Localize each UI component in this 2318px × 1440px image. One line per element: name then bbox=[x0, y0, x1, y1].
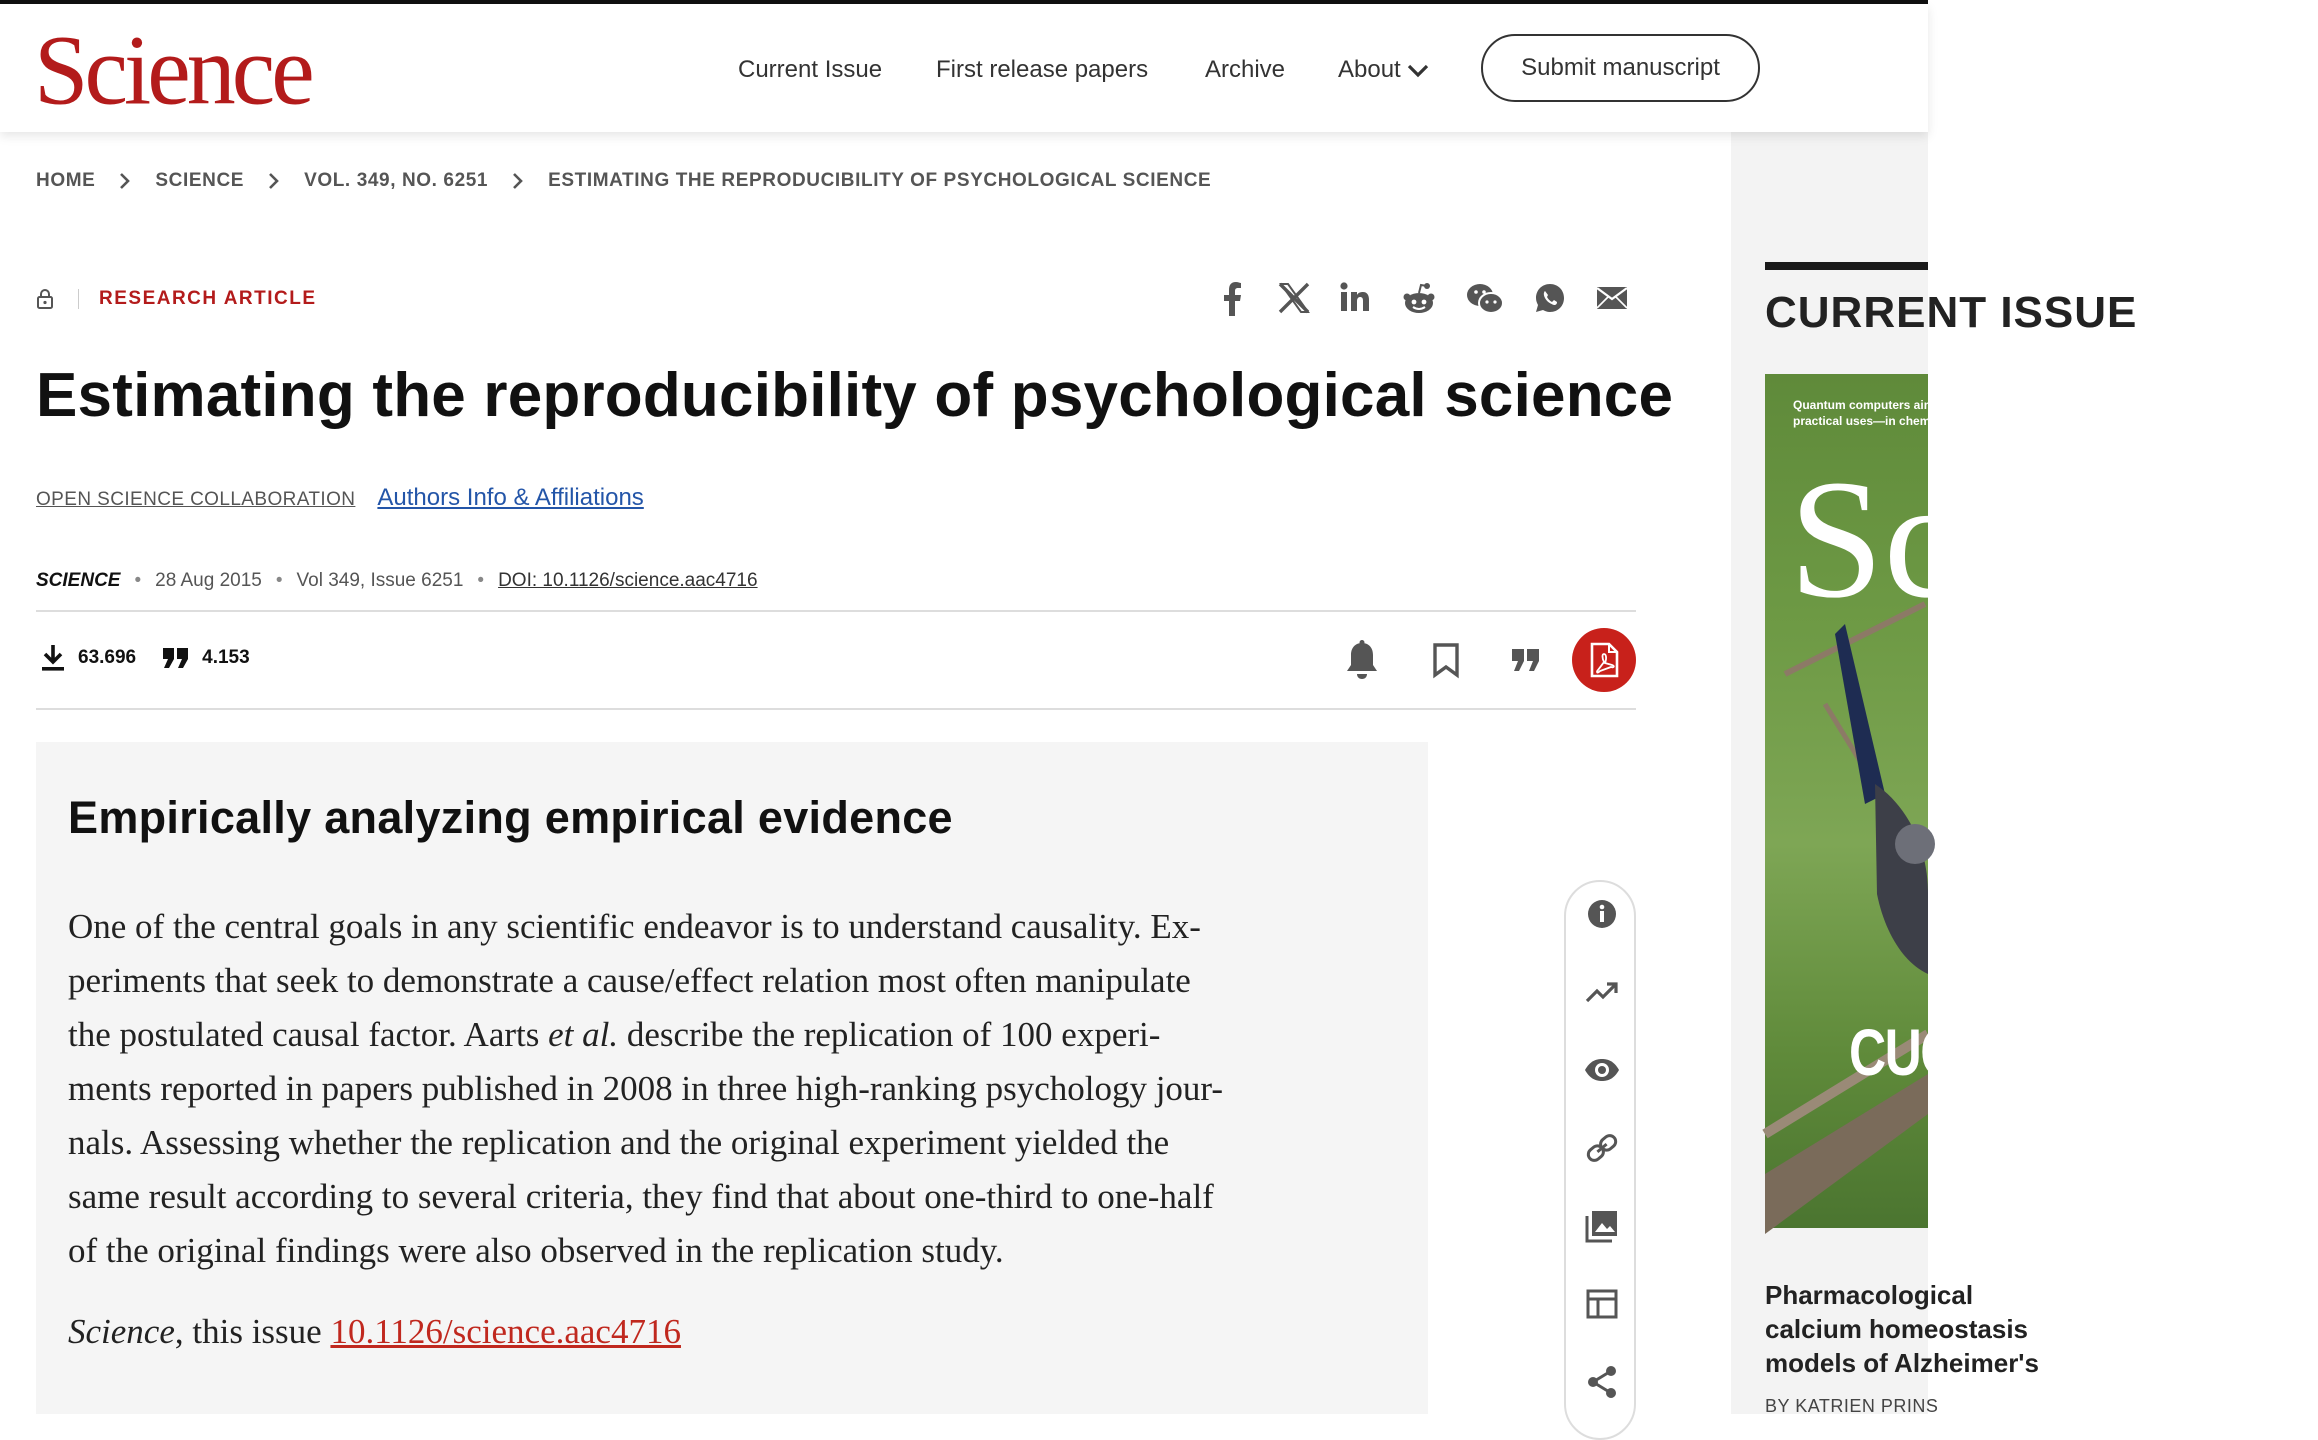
trending-up-icon bbox=[1585, 981, 1619, 1003]
summary-line: of the original findings were also observed in the replication study. bbox=[68, 1231, 1004, 1270]
authors-info-link[interactable]: Authors Info & Affiliations bbox=[377, 484, 644, 511]
tables-button[interactable] bbox=[1586, 1288, 1618, 1320]
bookmark-button[interactable] bbox=[1424, 628, 1468, 692]
figures-button[interactable] bbox=[1586, 1210, 1618, 1242]
issue-cover-image[interactable] bbox=[1765, 374, 2318, 1228]
nav-archive[interactable]: Archive bbox=[1205, 56, 1286, 83]
authors-row bbox=[36, 484, 644, 512]
facebook-icon[interactable] bbox=[1222, 282, 1242, 321]
info-button[interactable] bbox=[1586, 898, 1618, 930]
chevron-right-icon bbox=[268, 172, 280, 190]
email-icon[interactable] bbox=[1596, 286, 1628, 315]
breadcrumb-volume[interactable]: VOL. 349, NO. 6251 bbox=[304, 170, 489, 191]
site-header bbox=[0, 4, 1928, 132]
metrics-button[interactable] bbox=[1586, 976, 1618, 1008]
summary-body bbox=[68, 900, 1428, 1278]
share-button[interactable] bbox=[1586, 1366, 1618, 1398]
featured-article-byline: BY KATRIEN PRINS bbox=[1765, 1396, 1939, 1416]
breadcrumb-current: ESTIMATING THE REPRODUCIBILITY OF PSYCHOLOGICAL SCIENCE bbox=[548, 170, 1212, 191]
eye-icon bbox=[1584, 1058, 1620, 1082]
actions-divider bbox=[36, 708, 1636, 710]
summary-line: the postulated causal factor. Aarts et al. describe the replication of 100 experi- bbox=[68, 1015, 1161, 1054]
pdf-button[interactable] bbox=[1572, 628, 1636, 692]
publication-date: 28 Aug 2015 bbox=[155, 570, 262, 591]
pdf-icon bbox=[1589, 643, 1619, 677]
summary-line: same result according to several criteria, they find that about one-third to one-half bbox=[68, 1177, 1214, 1216]
author-name[interactable]: OPEN SCIENCE COLLABORATION bbox=[36, 489, 356, 510]
summary-citation bbox=[68, 1312, 681, 1352]
submit-manuscript-button[interactable]: Submit manuscript bbox=[1481, 34, 1760, 102]
lock-icon bbox=[36, 288, 54, 310]
downloads-metric bbox=[40, 644, 136, 672]
alert-button[interactable] bbox=[1340, 628, 1384, 692]
article-type-label: RESEARCH ARTICLE bbox=[99, 288, 317, 309]
downloads-count: 63.696 bbox=[78, 647, 137, 668]
article-type-row bbox=[36, 288, 317, 310]
cover-title: Science bbox=[1789, 445, 2318, 633]
cover-tagline: Quantum computers aim for practical uses—in chemistry bbox=[1793, 398, 1956, 428]
featured-article-line: calcium homeostasis bbox=[1765, 1314, 2028, 1344]
x-icon[interactable] bbox=[1278, 282, 1310, 319]
bird-illustration bbox=[1765, 374, 1928, 1228]
summary-line: ments reported in papers published in 2008 in three high-ranking psychology jour- bbox=[68, 1069, 1224, 1108]
quote-icon bbox=[1511, 648, 1541, 672]
link-button[interactable] bbox=[1586, 1132, 1618, 1164]
wechat-icon[interactable] bbox=[1466, 282, 1504, 321]
link-icon bbox=[1585, 1135, 1619, 1161]
nav-first-release-papers[interactable]: First release papers bbox=[936, 56, 1149, 83]
breadcrumb-home[interactable]: HOME bbox=[36, 170, 96, 191]
cite-journal: Science bbox=[68, 1312, 175, 1351]
chevron-right-icon bbox=[512, 172, 524, 190]
table-icon bbox=[1586, 1289, 1618, 1319]
bookmark-icon bbox=[1432, 643, 1460, 677]
volume-issue: Vol 349, Issue 6251 bbox=[296, 570, 464, 591]
nav-about[interactable]: About bbox=[1338, 56, 1429, 84]
science-logo[interactable]: Science bbox=[34, 15, 311, 127]
article-meta bbox=[36, 570, 758, 592]
bell-icon bbox=[1344, 640, 1380, 680]
whatsapp-icon[interactable] bbox=[1534, 282, 1566, 319]
citations-count: 4.153 bbox=[202, 647, 250, 668]
cite-button[interactable] bbox=[1504, 628, 1548, 692]
journal-name: SCIENCE bbox=[36, 570, 121, 591]
meta-separator: • bbox=[134, 570, 142, 591]
chevron-right-icon bbox=[119, 172, 131, 190]
current-issue-heading: CURRENT ISSUE bbox=[1765, 288, 2138, 337]
summary-line: nals. Assessing whether the replication and the original experiment yielded the bbox=[68, 1123, 1170, 1162]
reddit-icon[interactable] bbox=[1402, 282, 1436, 321]
images-icon bbox=[1586, 1210, 1618, 1242]
citations-metric bbox=[162, 647, 250, 669]
share-icon bbox=[1587, 1366, 1617, 1398]
cite-text: , this issue bbox=[174, 1312, 331, 1351]
doi-link[interactable]: DOI: 10.1126/science.aac4716 bbox=[498, 570, 758, 591]
meta-divider bbox=[36, 610, 1636, 612]
featured-article-line: Pharmacological bbox=[1765, 1280, 1974, 1310]
summary-line: periments that seek to demonstrate a cause/effect relation most often manipulate bbox=[68, 961, 1191, 1000]
download-icon bbox=[40, 644, 66, 672]
current-issue-bar bbox=[1765, 262, 1928, 270]
cite-doi-link[interactable]: 10.1126/science.aac4716 bbox=[330, 1312, 681, 1351]
type-divider bbox=[78, 289, 79, 309]
summary-line: One of the central goals in any scientific endeavor is to understand causality. Ex- bbox=[68, 907, 1201, 946]
summary-title: Empirically analyzing empirical evidence bbox=[68, 792, 953, 843]
article-title: Estimating the reproducibility of psychological science bbox=[36, 361, 1674, 430]
breadcrumb-science[interactable]: SCIENCE bbox=[155, 170, 245, 191]
article-tool-rail bbox=[1564, 880, 1636, 1440]
linkedin-icon[interactable] bbox=[1340, 282, 1370, 317]
meta-separator: • bbox=[275, 570, 283, 591]
nav-current-issue[interactable]: Current Issue bbox=[738, 56, 883, 83]
cover-headline: CUCKOO bbox=[1849, 1015, 2069, 1089]
quote-icon bbox=[162, 647, 190, 669]
view-button[interactable] bbox=[1586, 1054, 1618, 1086]
editor-summary bbox=[36, 742, 1428, 1414]
article-metrics bbox=[40, 644, 276, 672]
featured-article-line: models of Alzheimer's bbox=[1765, 1348, 2039, 1378]
info-icon bbox=[1587, 899, 1617, 929]
chevron-down-icon bbox=[1407, 64, 1429, 78]
meta-separator: • bbox=[477, 570, 485, 591]
breadcrumb bbox=[36, 170, 1211, 192]
featured-article[interactable] bbox=[1765, 1278, 2039, 1417]
